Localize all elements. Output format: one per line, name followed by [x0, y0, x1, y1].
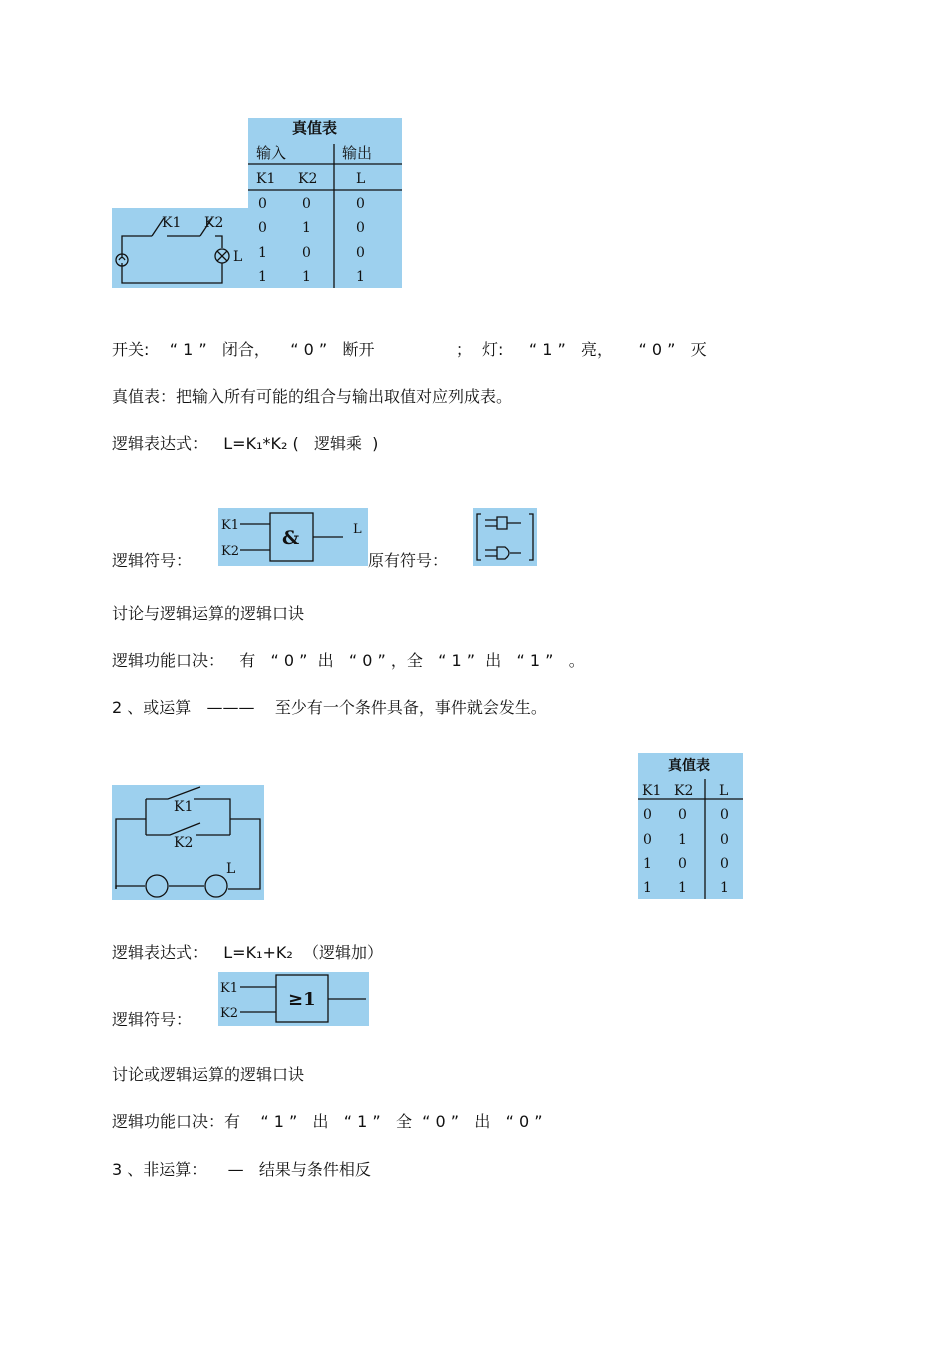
col-header: L: [356, 171, 366, 187]
col-header: L: [719, 783, 729, 799]
or-gate-mark: ≥1: [288, 989, 316, 1010]
and-expression: 逻辑表达式： L=K₁*K₂ ( 逻辑乘 ): [112, 434, 379, 453]
table-cell: 0: [356, 196, 365, 212]
truth-table-definition: 真值表：把输入所有可能的组合与输出取值对应列成表。: [112, 387, 513, 406]
or-gate-symbol: [218, 972, 369, 1026]
table-cell: 0: [678, 856, 687, 872]
switch-label-k1: K1: [162, 215, 182, 231]
output-header: 输出: [342, 144, 373, 162]
or-operation-heading: 2 、或运算 ——— 至少有一个条件具备，事件就会发生。: [112, 698, 547, 717]
or-table-title: 真值表: [668, 758, 710, 774]
switch-label-k2: K2: [204, 215, 224, 231]
and-symbol-label: 逻辑符号：: [112, 551, 193, 570]
and-circuit-diagram: [112, 118, 402, 288]
switch-lamp-definition: 开关: “ 1 ” 闭合， “ 0 ” 断开 ； 灯: “ 1 ” 亮， “ 0 ” 灭: [112, 340, 707, 359]
and-mnemonic: 逻辑功能口决： 有 “ 0 ” 出 “ 0 ” ，全 “ 1 ” 出 “ 1 ” 。: [112, 651, 585, 670]
or-symbol-label: 逻辑符号：: [112, 1010, 193, 1029]
table-cell: 0: [356, 245, 365, 261]
table-cell: 0: [356, 220, 365, 236]
table-cell: 1: [643, 880, 652, 896]
table-cell: 1: [302, 269, 311, 285]
table-cell: 1: [356, 269, 365, 285]
or-input-k1: K1: [220, 981, 238, 996]
table-cell: 0: [258, 196, 267, 212]
table-cell: 1: [643, 856, 652, 872]
or-input-k2: K2: [220, 1006, 238, 1021]
and-circuit-figure: [112, 118, 402, 288]
or-circuit-figure: [112, 785, 264, 900]
table-cell: 0: [258, 220, 267, 236]
or-lamp-label: L: [226, 861, 236, 877]
or-mnemonic-heading: 讨论或逻辑运算的逻辑口诀: [112, 1065, 305, 1084]
or-expression: 逻辑表达式： L=K₁+K₂ （逻辑加）: [112, 943, 383, 962]
table-cell: 0: [720, 856, 729, 872]
and-input-k2: K2: [221, 544, 239, 559]
and-gate-symbol: [218, 508, 368, 566]
table-cell: 1: [302, 220, 311, 236]
truth-table-title: 真值表: [292, 119, 338, 137]
or-switch-label-k2: K2: [174, 835, 194, 851]
table-cell: 0: [643, 832, 652, 848]
table-cell: 0: [302, 245, 311, 261]
table-cell: 0: [643, 807, 652, 823]
table-cell: 1: [678, 880, 687, 896]
table-cell: 0: [678, 807, 687, 823]
not-operation-heading: 3 、非运算： — 结果与条件相反: [112, 1160, 371, 1179]
table-cell: 1: [678, 832, 687, 848]
or-truth-table: [638, 753, 743, 899]
and-output-l: L: [353, 522, 362, 537]
table-cell: 1: [720, 880, 729, 896]
or-mnemonic: 逻辑功能口决：有 “ 1 ” 出 “ 1 ” 全 “ 0 ” 出 “ 0 ”: [112, 1112, 543, 1131]
and-input-k1: K1: [221, 518, 239, 533]
and-mnemonic-heading: 讨论与逻辑运算的逻辑口诀: [112, 604, 305, 623]
input-header: 输入: [256, 144, 287, 162]
table-cell: 1: [258, 245, 267, 261]
table-cell: 0: [302, 196, 311, 212]
col-header: K2: [674, 783, 694, 799]
original-symbol-label: 原有符号：: [368, 551, 449, 570]
col-header: K1: [256, 171, 276, 187]
table-cell: 0: [720, 832, 729, 848]
col-header: K2: [298, 171, 318, 187]
col-header: K1: [642, 783, 662, 799]
table-cell: 0: [720, 807, 729, 823]
or-switch-label-k1: K1: [174, 799, 194, 815]
original-and-symbol-icon: [473, 508, 537, 566]
and-gate-mark: &: [282, 527, 300, 549]
table-cell: 1: [258, 269, 267, 285]
lamp-label: L: [233, 249, 243, 265]
